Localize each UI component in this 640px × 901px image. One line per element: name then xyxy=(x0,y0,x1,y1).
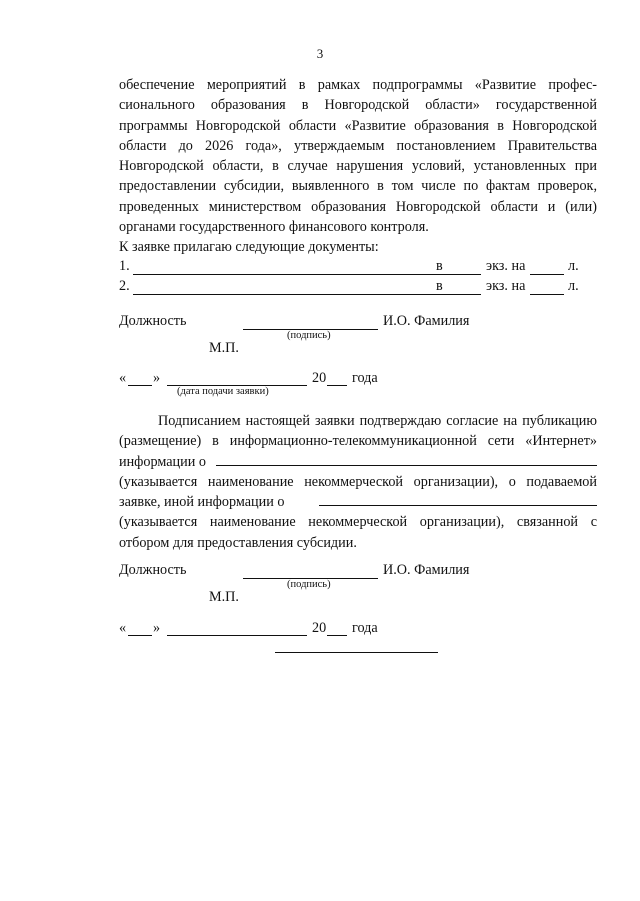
date-close-quote: » xyxy=(153,370,161,386)
signature-caption: (подпись) xyxy=(287,330,331,341)
copies-label: экз. на xyxy=(486,258,526,274)
paragraph-line: (указывается наименование некоммерческой организации), о подаваемой xyxy=(119,473,597,490)
paragraph-line: обеспечение мероприятий в рамках подпрограммы «Развитие профес- xyxy=(119,77,597,93)
pages-label: л. xyxy=(568,258,579,274)
year-word: года xyxy=(352,370,378,386)
name-label: И.О. Фамилия xyxy=(383,313,470,329)
day-field[interactable] xyxy=(128,385,152,386)
date-open-quote: « xyxy=(119,620,127,636)
document-item-1 xyxy=(119,258,597,278)
copies-field[interactable] xyxy=(447,274,481,275)
application-info-field[interactable] xyxy=(319,505,597,506)
copies-field[interactable] xyxy=(447,294,481,295)
date-close-quote: » xyxy=(153,620,161,636)
paragraph-line: предоставлении субсидии, выявленного в том числе по фактам проверок, xyxy=(119,178,597,195)
paragraph-line: области до 2026 года», утверждаемым постановлением Правительства xyxy=(119,137,597,154)
year-field[interactable] xyxy=(327,635,347,636)
closing-divider xyxy=(275,652,438,653)
year-prefix: 20 xyxy=(312,620,327,636)
paragraph-line: заявке, иной информации о xyxy=(119,494,285,511)
paragraph-line: (указывается наименование некоммерческой организации), связанной с xyxy=(119,514,597,531)
paragraph-line: (размещение) в информационно-телекоммуникационной сети «Интернет» xyxy=(119,433,597,450)
year-prefix: 20 xyxy=(312,370,327,386)
pages-field[interactable] xyxy=(530,274,564,275)
organization-info-field[interactable] xyxy=(216,465,597,466)
position-label: Должность xyxy=(119,562,187,578)
obligation-paragraph xyxy=(119,75,597,237)
date-open-quote: « xyxy=(119,370,127,386)
paragraph-line: сионального образования в Новгородской области» государственной xyxy=(119,97,597,114)
pages-field[interactable] xyxy=(530,294,564,295)
signature-caption: (подпись) xyxy=(287,579,331,590)
document-item-2 xyxy=(119,278,597,298)
item-number: 2. xyxy=(119,278,130,294)
paragraph-line: проведенных министерством образования Новгородской области и (или) xyxy=(119,198,597,215)
day-field[interactable] xyxy=(128,635,152,636)
page-number: 3 xyxy=(316,46,324,61)
paragraph-line: отбором для предоставления субсидии. xyxy=(119,534,357,551)
attachments-intro: К заявке прилагаю следующие документы: xyxy=(119,239,379,255)
paragraph-line: Новгородской области, в случае нарушения условий, установленных при xyxy=(119,158,597,175)
paragraph-line: Подписанием настоящей заявки подтверждаю согласие на публикацию xyxy=(158,413,597,429)
month-field[interactable] xyxy=(167,635,307,636)
in-label: в xyxy=(436,278,443,294)
position-label: Должность xyxy=(119,313,187,329)
year-word: года xyxy=(352,620,378,636)
name-label: И.О. Фамилия xyxy=(383,562,470,578)
in-label: в xyxy=(436,258,443,274)
consent-paragraph xyxy=(119,411,597,553)
paragraph-line: программы Новгородской области «Развитие образования в Новгородской xyxy=(119,117,597,134)
copies-label: экз. на xyxy=(486,278,526,294)
year-field[interactable] xyxy=(327,385,347,386)
document-name-field[interactable] xyxy=(133,294,449,295)
stamp-label: М.П. xyxy=(209,340,239,356)
paragraph-line: органами государственного финансового контроля. xyxy=(119,219,429,236)
paragraph-line: информации о xyxy=(119,453,206,470)
date-caption: (дата подачи заявки) xyxy=(177,386,269,397)
document-name-field[interactable] xyxy=(133,274,449,275)
item-number: 1. xyxy=(119,258,130,274)
stamp-label: М.П. xyxy=(209,589,239,605)
pages-label: л. xyxy=(568,278,579,294)
